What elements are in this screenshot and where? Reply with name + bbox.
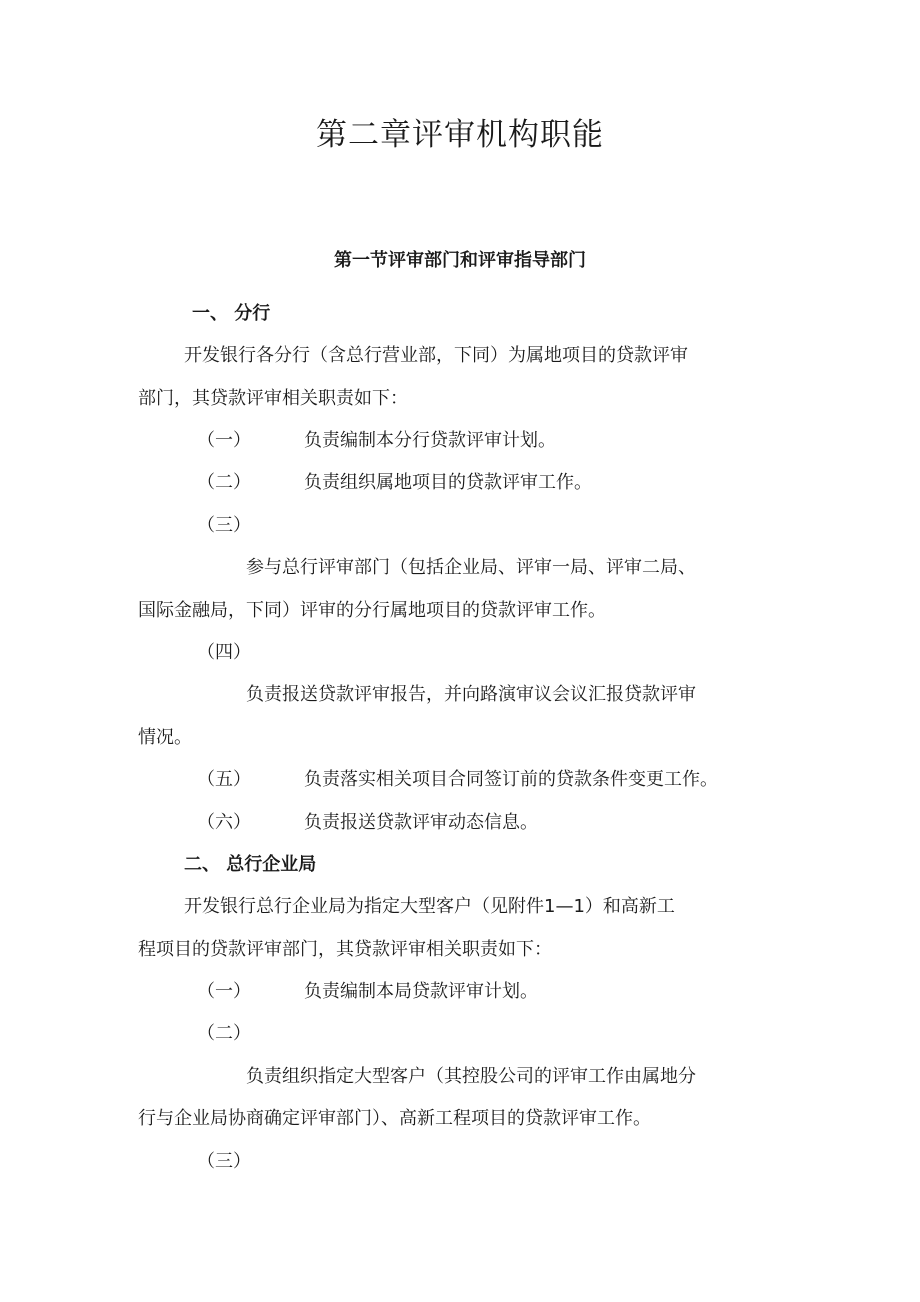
item-number: （三） [197,1151,251,1172]
part2-heading: 二、 总行企业局 [184,854,317,875]
item-text-line1: 负责报送贷款评审报告，并向路演审议会议汇报贷款评审 [246,684,696,705]
item-text: 负责编制本局贷款评审计划。 [304,981,538,1002]
item-number: （二） [197,472,251,493]
item-number: （二） [197,1023,251,1044]
part2-intro-line1: 开发银行总行企业局为指定大型客户（见附件1—1）和高新工 [184,896,675,917]
item-text-line1: 参与总行评审部门（包括企业局、评审一局、评审二局、 [246,557,696,578]
item-text-line1: 负责组织指定大型客户（其控股公司的评审工作由属地分 [246,1066,696,1087]
item-number: （三） [197,515,251,536]
part2-intro-line2: 程项目的贷款评审部门，其贷款评审相关职责如下： [138,939,552,960]
part1-intro-line1: 开发银行各分行（含总行营业部，下同）为属地项目的贷款评审 [184,345,688,366]
item-text: 负责落实相关项目合同签订前的贷款条件变更工作。 [304,769,718,790]
item-text-line2: 国际金融局，下同）评审的分行属地项目的贷款评审工作。 [138,600,606,621]
item-text-line2: 情况。 [138,727,192,748]
item-text: 负责组织属地项目的贷款评审工作。 [304,472,592,493]
item-text-line2: 行与企业局协商确定评审部门）、高新工程项目的贷款评审工作。 [138,1108,651,1129]
part1-intro-line2: 部门，其贷款评审相关职责如下： [138,388,408,409]
section-title: 第一节评审部门和评审指导部门 [334,250,586,271]
part1-heading: 一、 分行 [192,303,271,324]
item-number: （四） [197,642,251,663]
item-text: 负责报送贷款评审动态信息。 [304,812,538,833]
item-text: 负责编制本分行贷款评审计划。 [304,430,556,451]
chapter-title: 第二章评审机构职能 [316,117,604,153]
item-number: （五） [197,769,251,790]
item-number: （一） [197,430,251,451]
item-number: （六） [197,812,251,833]
item-number: （一） [197,981,251,1002]
